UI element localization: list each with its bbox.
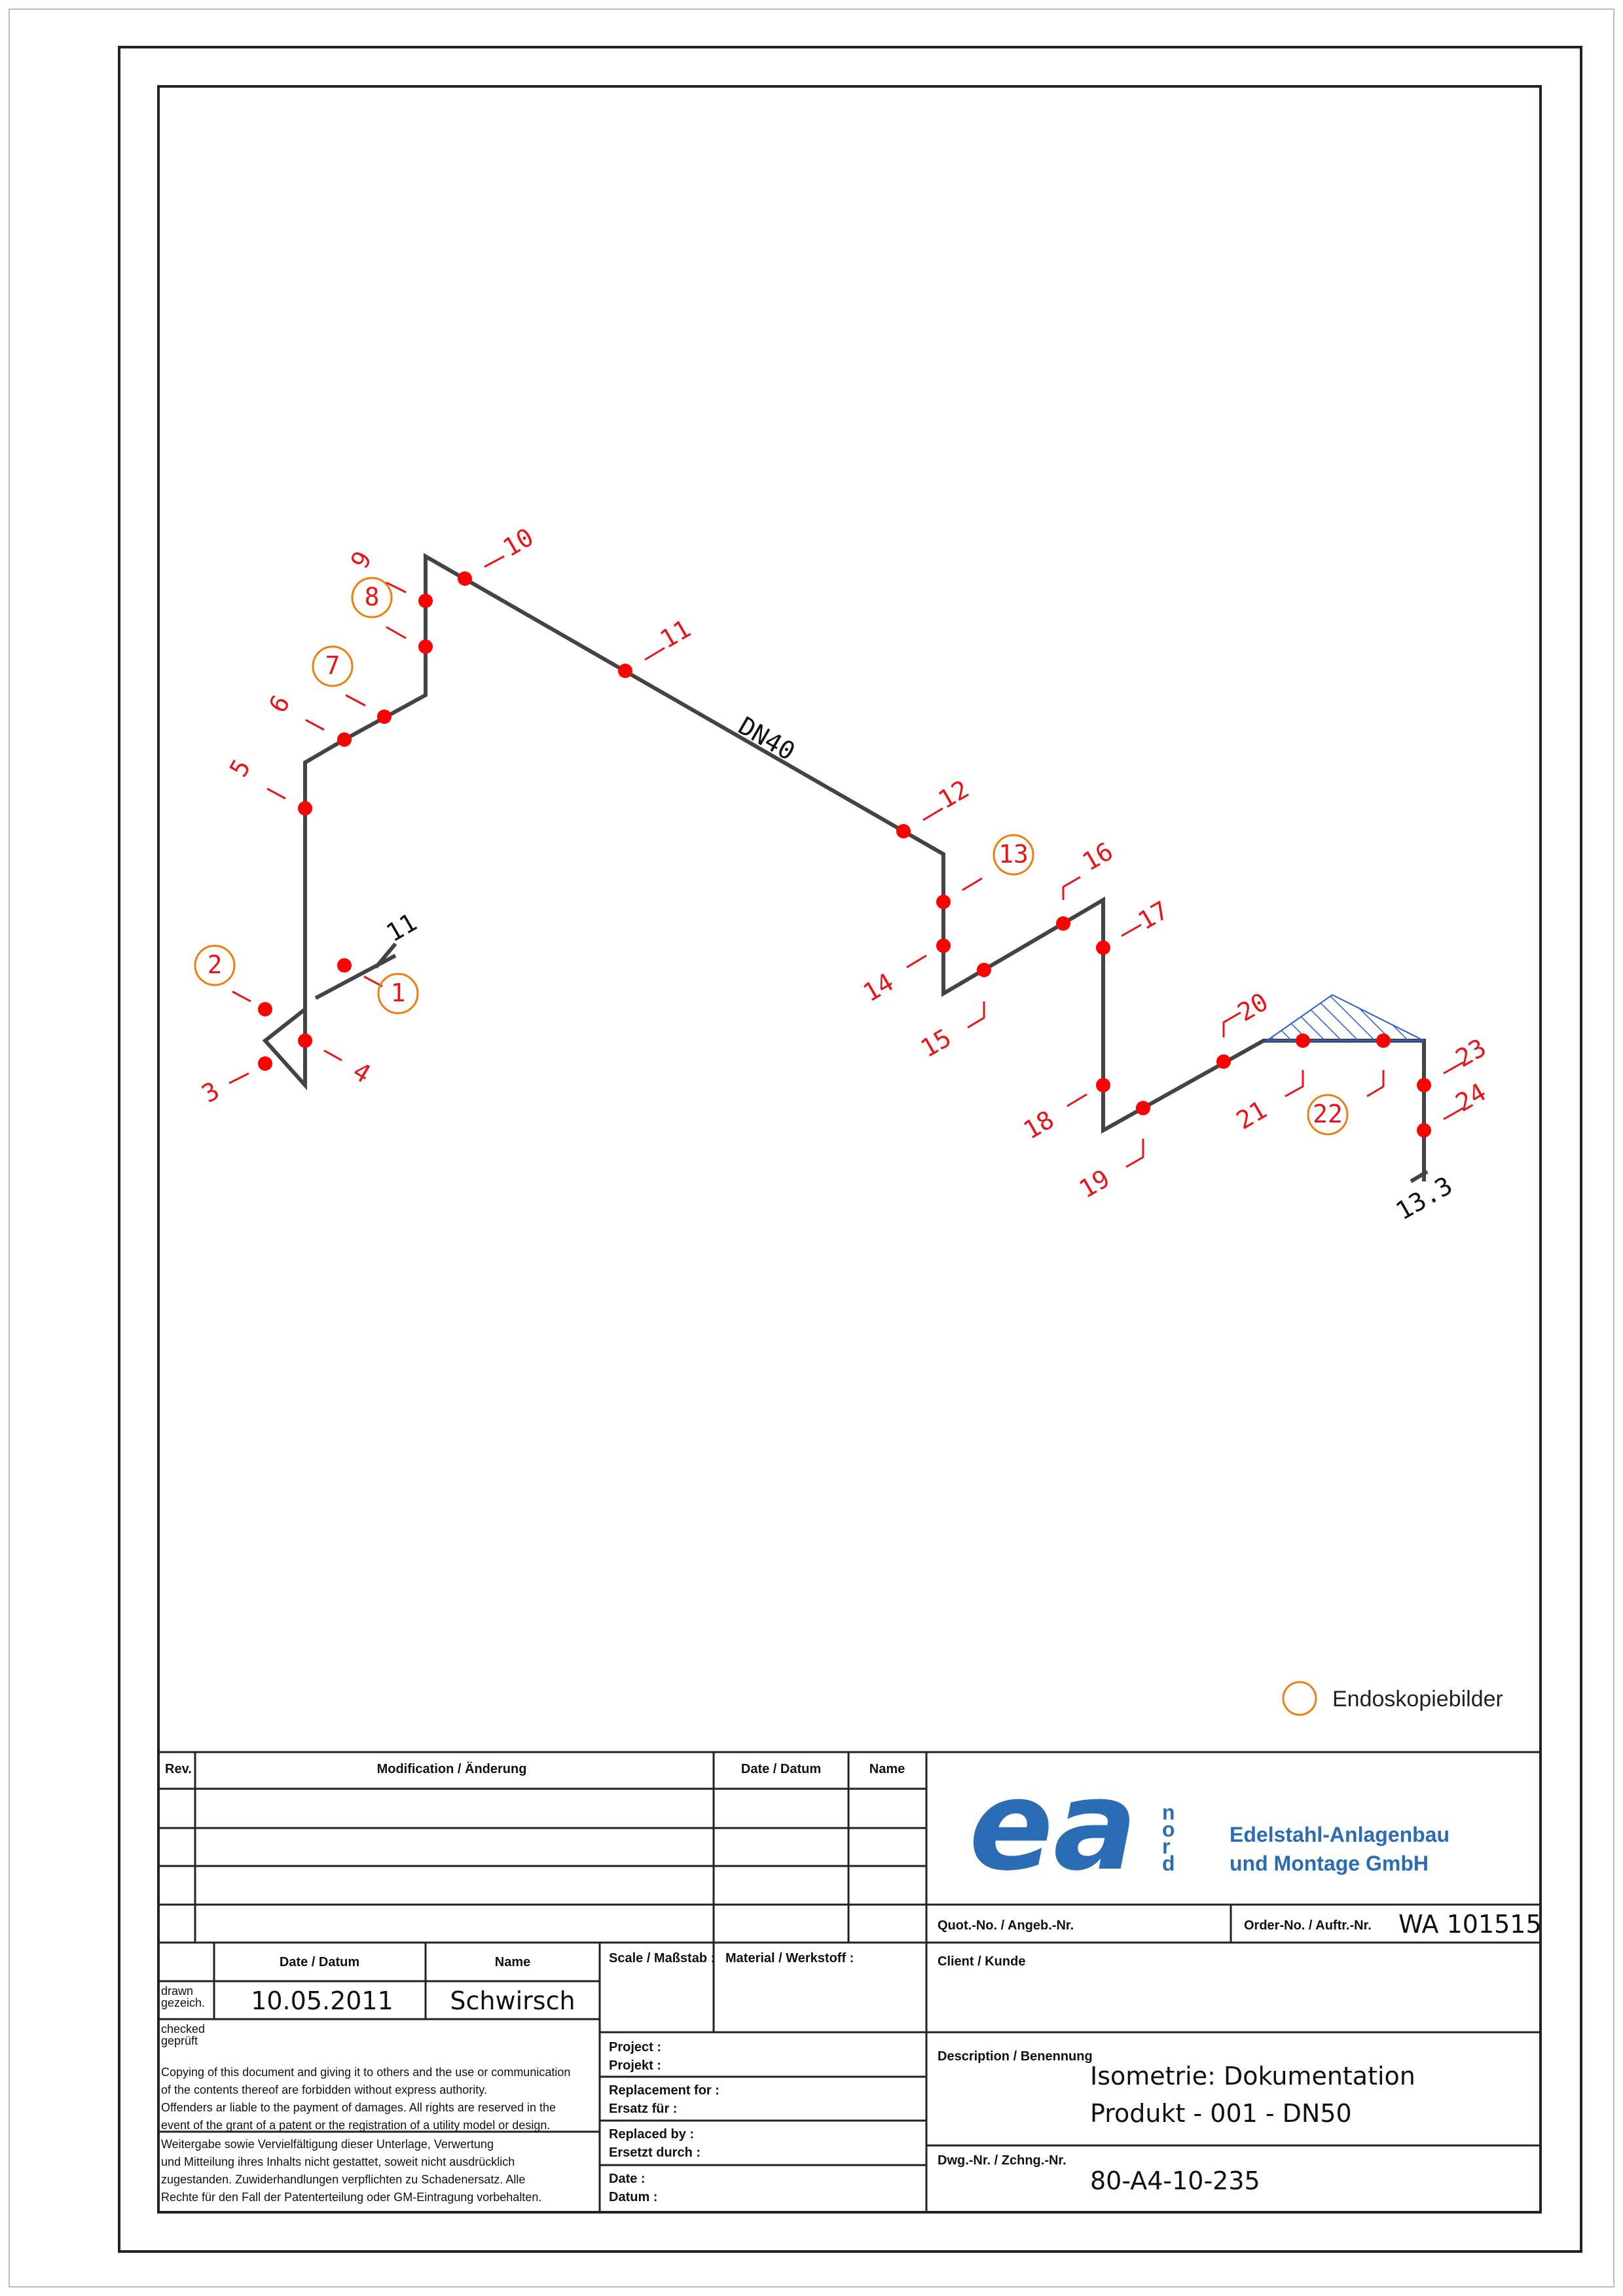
replaced-label-text: Replaced by : Ersetzt durch : (609, 2127, 701, 2160)
material-label: Material / Werkstoff : (725, 1951, 854, 1965)
point-11-label: 11 (655, 614, 696, 655)
copyright-en (161, 2066, 570, 2132)
point-13-leader (962, 878, 982, 890)
name-header-2: Name (494, 1955, 531, 1969)
point-20-marker (1216, 1054, 1231, 1069)
point-9-marker (418, 594, 433, 608)
company-logo (969, 1753, 1175, 1898)
point-3-leader (229, 1073, 249, 1083)
date-header: Date / Datum (740, 1762, 822, 1776)
point-10-leader (484, 556, 504, 567)
point-9 (345, 547, 433, 608)
date-header-2: Date / Datum (279, 1955, 360, 1969)
order-value: WA 101515 (1398, 1910, 1542, 1939)
point-12 (896, 774, 974, 838)
rev-header: Rev. (165, 1762, 192, 1776)
point-22-leader (1367, 1070, 1383, 1096)
point-4-leader (324, 1050, 342, 1060)
drawn-name: Schwirsch (450, 1986, 575, 2015)
point-5-leader (267, 789, 285, 798)
point-14-leader (907, 956, 926, 967)
point-24-label: 24 (1450, 1077, 1491, 1118)
hatched-support (1267, 995, 1424, 1041)
point-1-label: 1 (390, 978, 406, 1007)
point-13-label: 13 (998, 840, 1029, 869)
date-label-text: Date : Datum : (609, 2172, 658, 2204)
point-7 (313, 647, 392, 724)
point-12-label: 12 (933, 774, 974, 815)
point-14-label: 14 (858, 967, 899, 1008)
point-2 (195, 946, 272, 1016)
point-16-leader (1063, 877, 1080, 900)
point-8-marker (418, 639, 433, 654)
dwg-label: Dwg.-Nr. / Zchng.-Nr. (938, 2153, 1067, 2168)
point-22-marker (1376, 1033, 1391, 1048)
point-6-label: 6 (263, 690, 296, 718)
end-label-right: 13.3 (1391, 1170, 1457, 1226)
point-17-leader (1122, 925, 1141, 936)
point-5 (224, 755, 312, 816)
point-18-leader (1067, 1094, 1087, 1106)
point-3-marker (258, 1056, 272, 1071)
drawn-label (161, 1984, 205, 2009)
point-18-marker (1096, 1078, 1110, 1092)
point-17 (1096, 895, 1173, 955)
checked-label-text: checked geprüft (161, 2022, 206, 2047)
point-7-marker (377, 709, 392, 724)
measure-points (195, 522, 1491, 1204)
point-22-label: 22 (1313, 1100, 1343, 1128)
dwg-value: 80-A4-10-235 (1090, 2166, 1260, 2195)
point-11 (618, 614, 695, 678)
point-8-label: 8 (364, 583, 380, 611)
point-3 (197, 1056, 272, 1109)
point-21-leader (1285, 1070, 1303, 1096)
point-14 (858, 939, 951, 1007)
point-4-label: 4 (348, 1056, 376, 1089)
point-2-label: 2 (207, 950, 223, 979)
legend-label: Endoskopiebilder (1332, 1687, 1503, 1712)
point-19 (1074, 1101, 1150, 1204)
point-4-marker (298, 1033, 312, 1048)
point-10-label: 10 (498, 522, 539, 563)
point-6-leader (306, 720, 324, 730)
point-19-marker (1136, 1101, 1150, 1115)
point-6 (263, 691, 352, 747)
point-2-marker (258, 1002, 272, 1016)
checked-label (161, 2022, 205, 2047)
point-17-label: 17 (1133, 895, 1174, 936)
drawn-label-text: drawn gezeich. (161, 1984, 206, 2009)
point-16 (1056, 836, 1118, 931)
point-23-label: 23 (1450, 1033, 1491, 1073)
point-13 (936, 835, 1033, 909)
point-12-leader (923, 808, 943, 820)
point-7-leader (346, 695, 365, 706)
legend-ring-icon (1283, 1682, 1316, 1715)
client-label: Client / Kunde (938, 1954, 1026, 1969)
point-4 (298, 1033, 375, 1089)
point-8-leader (386, 627, 406, 638)
point-21 (1231, 1033, 1310, 1135)
point-15 (916, 963, 991, 1063)
point-5-label: 5 (223, 754, 257, 782)
point-17-marker (1096, 941, 1110, 955)
scale-label: Scale / Maßstab : (609, 1951, 716, 1965)
point-15-marker (977, 963, 991, 977)
point-2-leader (232, 992, 251, 1001)
drawn-date: 10.05.2011 (251, 1986, 393, 2015)
point-15-leader (968, 1001, 984, 1028)
point-18-label: 18 (1018, 1105, 1059, 1145)
point-3-label: 3 (196, 1075, 225, 1109)
point-15-label: 15 (915, 1023, 957, 1064)
point-11-leader (645, 648, 665, 660)
point-6-marker (337, 732, 352, 747)
logo-side-text (1162, 1801, 1175, 1875)
point-13-marker (936, 895, 951, 909)
modification-header: Modification / Änderung (376, 1762, 527, 1776)
point-19-label: 19 (1074, 1164, 1115, 1204)
point-24-marker (1417, 1123, 1431, 1138)
copyright-en-text: Copying of this document and giving it to others and the use or communication of the contents thereof are forbidden without express authority. Offenders ar liable to the payment of damages. All rights are reserved in the event of the grant of a patent or the registration of a utility model or design. (161, 2066, 571, 2132)
point-23-marker (1417, 1078, 1431, 1092)
logo-side-text-text: n o r d (1162, 1801, 1175, 1875)
point-16-label: 16 (1077, 836, 1118, 877)
pipe-route (265, 556, 1427, 1181)
point-20-label: 20 (1232, 987, 1273, 1028)
point-12-marker (896, 824, 911, 838)
point-22 (1308, 1033, 1391, 1134)
point-10 (458, 522, 538, 586)
point-11-marker (618, 664, 632, 678)
project-label-text: Project : Projekt : (609, 2040, 662, 2073)
copyright-de-text: Weitergabe sowie Vervielfältigung dieser Unterlage, Verwertung und Mitteilung ihres Inhalts nicht gestattet, soweit nicht ausdrücklich zugestanden. Zuwiderhandlungen verpflichten zu Schadenersatz. Alle Rechte für den Fall der Patenterteilung oder GM-Eintragung vorbehalten. (161, 2138, 542, 2204)
point-7-label: 7 (325, 651, 340, 680)
point-20 (1216, 987, 1273, 1069)
point-21-label: 21 (1231, 1095, 1272, 1136)
logo-mark: ea (969, 1753, 1138, 1898)
order-label: Order-No. / Auftr.-Nr. (1244, 1918, 1372, 1933)
point-9-label: 9 (344, 546, 378, 574)
copyright-de (161, 2138, 541, 2204)
point-10-marker (458, 571, 472, 586)
point-21-marker (1296, 1033, 1310, 1048)
point-14-marker (936, 939, 951, 953)
description-label: Description / Benennung (938, 2049, 1093, 2064)
company-name-line1: Edelstahl-Anlagenbau (1230, 1823, 1450, 1846)
replacement-label (609, 2083, 720, 2116)
pipe-label: DN40 (733, 711, 800, 766)
description-line2: Produkt - 001 - DN50 (1090, 2099, 1352, 2128)
company-name-line2: und Montage GmbH (1230, 1852, 1429, 1875)
point-18 (1019, 1078, 1110, 1145)
replaced-label (609, 2127, 701, 2160)
replacement-label-text: Replacement for : Ersatz für : (609, 2083, 720, 2116)
point-1-marker (337, 958, 352, 973)
name-header: Name (869, 1762, 905, 1776)
end-label-left: 11 (381, 907, 422, 948)
point-16-marker (1056, 916, 1070, 931)
outer-border (9, 9, 1614, 2287)
point-8 (352, 578, 433, 654)
quot-label: Quot.-No. / Angeb.-Nr. (938, 1918, 1074, 1933)
description-line1: Isometrie: Dokumentation (1090, 2062, 1415, 2090)
project-label (609, 2040, 661, 2073)
point-5-marker (298, 801, 312, 816)
date-label (609, 2172, 657, 2204)
point-20-leader (1224, 1013, 1241, 1037)
point-19-leader (1126, 1139, 1143, 1167)
